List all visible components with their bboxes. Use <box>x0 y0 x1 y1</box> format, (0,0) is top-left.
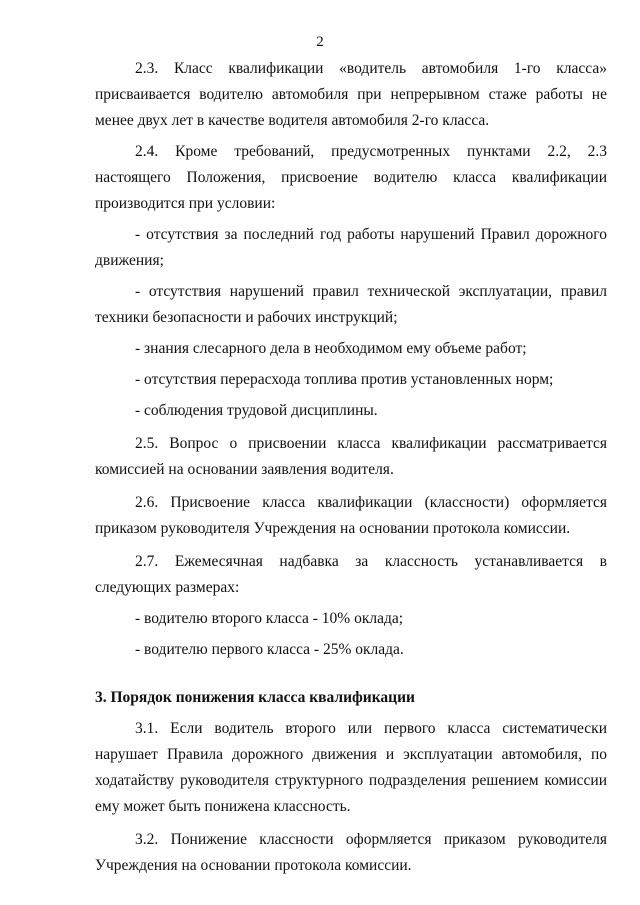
paragraph-3-2: 3.2. Понижение классности оформляется приказом руководителя Учреждения на основании протокола комиссии. <box>95 831 607 874</box>
paragraph-2-6: 2.6. Присвоение класса квалификации (классности) оформляется приказом руководителя Учреждения на основании протокола комиссии. <box>95 494 607 537</box>
list-item: - водителю первого класса - 25% оклада. <box>135 641 404 658</box>
list-item: - отсутствия за последний год работы нарушений Правил дорожного движения; <box>95 226 607 269</box>
section-heading: 3. Порядок понижения класса квалификации <box>95 689 415 706</box>
document-body <box>95 56 607 879</box>
paragraph-3-1: 3.1. Если водитель второго или первого класса систематически нарушает Правила дорожного движения и эксплуатации автомобиля, по ходатайству руководителя структурного подразделения решением комиссии ему может быть понижена классность. <box>95 720 607 815</box>
list-item: - водителю второго класса - 10% оклада; <box>135 610 404 627</box>
list-item: - соблюдения трудовой дисциплины. <box>135 402 378 419</box>
page-number: 2 <box>316 34 324 50</box>
paragraph-2-5: 2.5. Вопрос о присвоении класса квалификации рассматривается комиссией на основании заявления водителя. <box>95 435 607 478</box>
list-item: - отсутствия перерасхода топлива против установленных норм; <box>135 371 554 388</box>
paragraph-2-7: 2.7. Ежемесячная надбавка за классность устанавливается в следующих размерах: <box>95 553 607 596</box>
paragraph-2-4: 2.4. Кроме требований, предусмотренных пунктами 2.2, 2.3 настоящего Положения, присвоение водителю класса квалификации производится при условии: <box>95 143 607 212</box>
list-item: - знания слесарного дела в необходимом ему объеме работ; <box>135 340 527 357</box>
paragraph-2-3: 2.3. Класс квалификации «водитель автомобиля 1-го класса» присваивается водителю автомобиля при непрерывном стаже работы не менее двух лет в качестве водителя автомобиля 2-го класса. <box>95 60 607 129</box>
list-item: - отсутствия нарушений правил технической эксплуатации, правил техники безопасности и рабочих инструкций; <box>95 283 607 326</box>
